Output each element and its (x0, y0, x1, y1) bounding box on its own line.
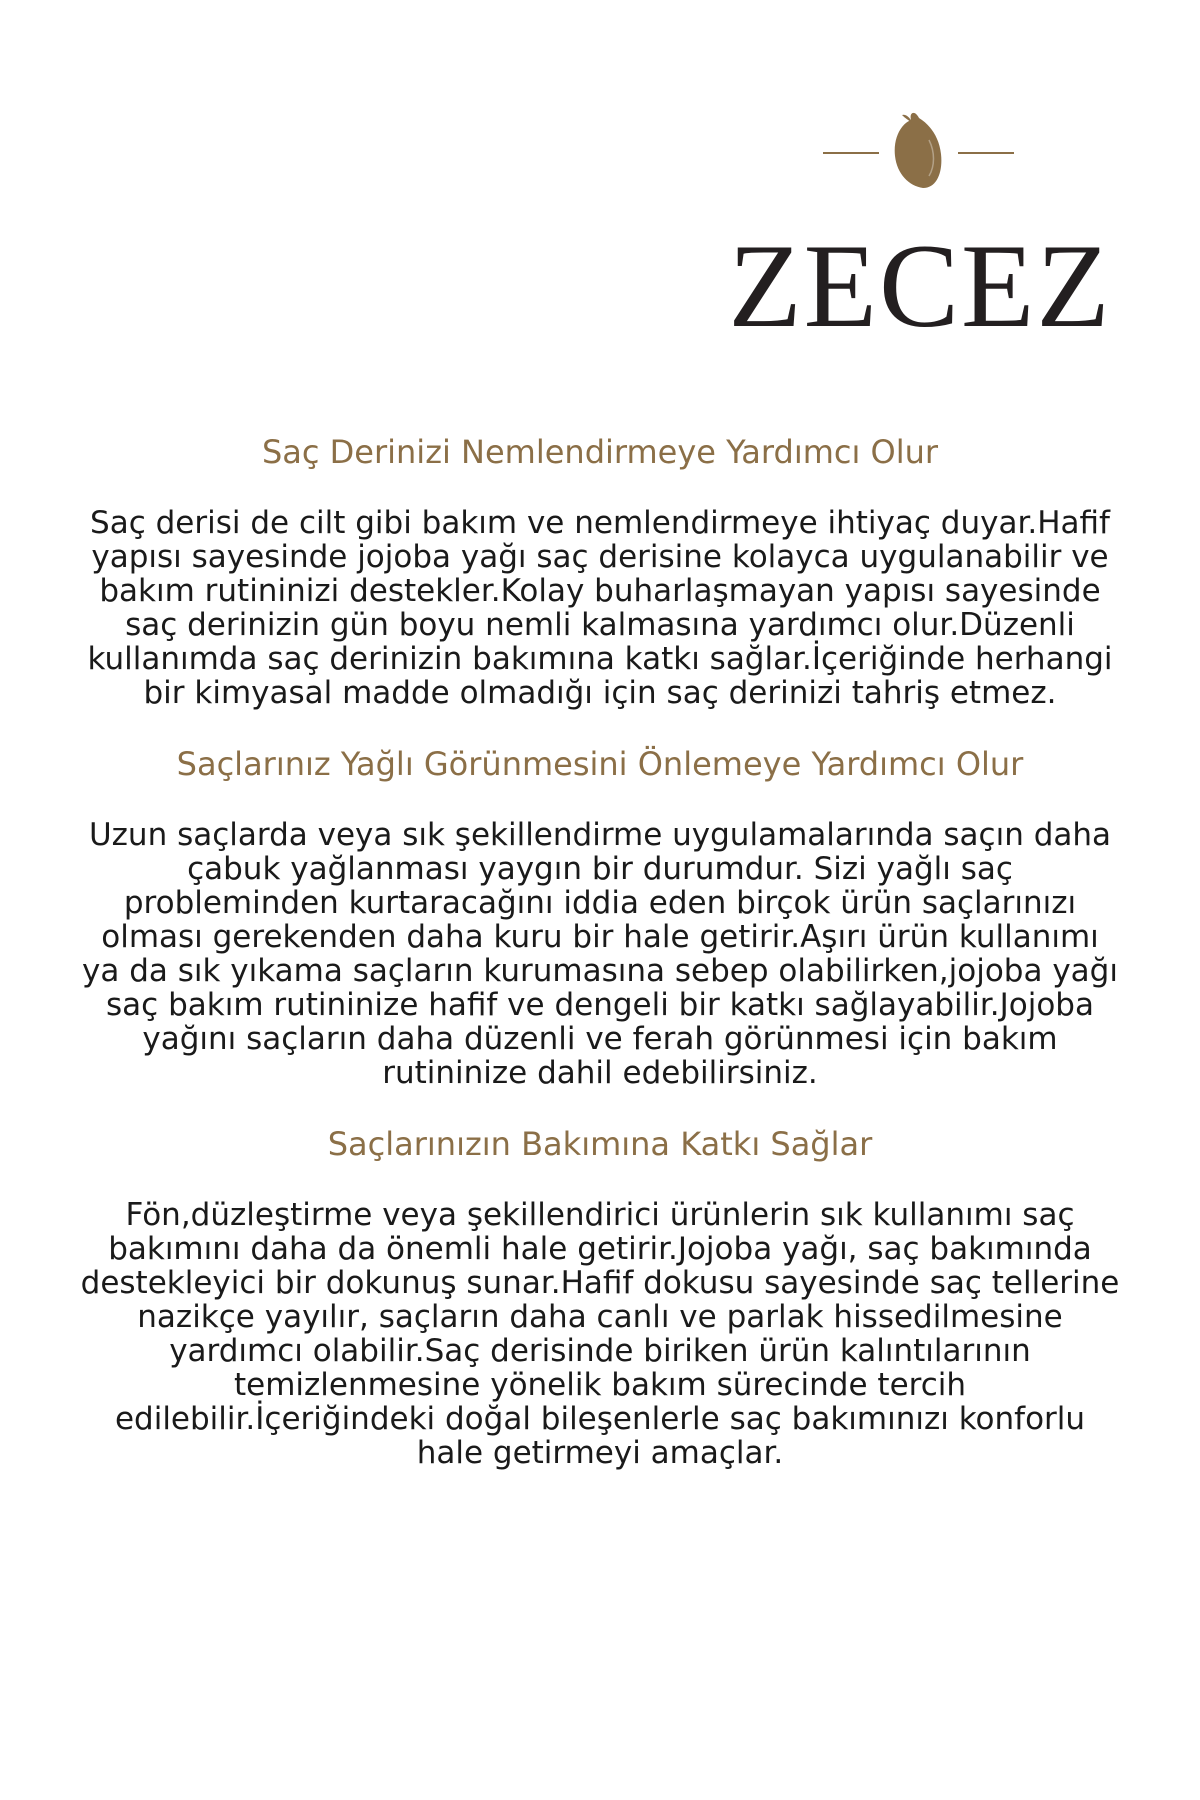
section-body: Uzun saçlarda veya sık şekillendirme uygulamalarında saçın daha çabuk yağlanması yaygın bir durumdur. Sizi yağlı saç probleminden kurtaracağını iddia eden birçok ürün saçlarınızı olması gerekenden daha kuru bir hale getirir.Aşırı ürün kullanımı ya da sık yıkama saçların kurumasına sebep olabilirken,jojoba yağı saç bakım rutininize hafif ve dengeli bir katkı sağlayabilir.Jojoba yağını saçların daha düzenli ve ferah görünmesi için bakım rutininize dahil edebilirsiniz. (82, 817, 1118, 1091)
section-body: Fön,düzleştirme veya şekillendirici ürünlerin sık kullanımı saç bakımını daha da önemli hale getirir.Jojoba yağı, saç bakımında destekleyici bir dokunuş sunar.Hafif dokusu sayesinde saç tellerine nazikçe yayılır, saçların daha canlı ve parlak hissedilmesine yardımcı olabilir.Saç derisinde biriken ürün kalıntılarının temizlenmesine yönelik bakım sürecinde tercih edilebilir.İçeriğindeki doğal bileşenlerle saç bakımınızı konforlu hale getirmeyi amaçlar. (80, 1197, 1120, 1471)
section-body: Saç derisi de cilt gibi bakım ve nemlendirmeye ihtiyaç duyar.Hafif yapısı sayesinde jojoba yağı saç derisine kolayca uygulanabilir ve bakım rutininizi destekler.Kolay buharlaşmayan yapısı sayesinde saç derinizin gün boyu nemli kalmasına yardımcı olur.Düzenli kullanımda saç derinizin bakımına katkı sağlar.İçeriğinde herhangi bir kimyasal madde olmadığı için saç derinizi tahriş etmez. (87, 505, 1113, 711)
section-heading: Saç Derinizi Nemlendirmeye Yardımcı Olur (261, 433, 939, 471)
jojoba-seed-icon (725, 110, 1115, 210)
content-area (80, 432, 1120, 1470)
brand-logo (725, 110, 1115, 352)
section-heading: Saçlarınızın Bakımına Katkı Sağlar (327, 1125, 873, 1163)
section-heading: Saçlarınız Yağlı Görünmesini Önlemeye Yardımcı Olur (176, 745, 1024, 783)
brand-name: ZECEZ (728, 219, 1112, 352)
